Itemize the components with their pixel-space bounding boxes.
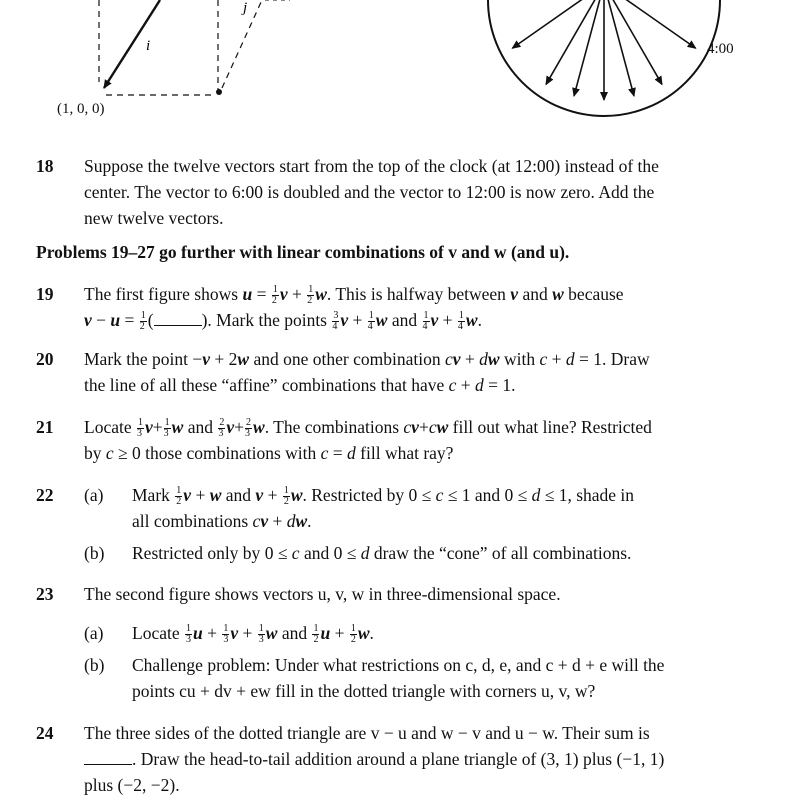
point-dot — [216, 89, 222, 95]
clock-vector-arrow — [604, 0, 662, 84]
problem-number: 24 — [36, 723, 54, 743]
problem-number: 23 — [36, 584, 54, 604]
problem-text: The second figure shows vectors u, v, w in three-dimensional space. — [84, 584, 561, 604]
dashed-diagonal — [222, 0, 262, 88]
problem-text: The three sides of the dotted triangle are v − u and w − v and u − w. Their sum is . Draw the head-to-tail addition around a plane triangle of (3, 1) plus (−1, 1) plus (−2, −2). — [84, 723, 665, 795]
problem-text: Locate $\frac{1}{3}$ v+ $\frac{1}{3}$ w and $\frac{2}{3}$ v+ $\frac{2}{3}$ w. The combinations cv+cw fill out what line? Restricted by c ≥ 0 those combinations with c = d fill what ray? — [84, 417, 652, 463]
vector-i-arrow — [104, 0, 160, 88]
problem-number: 21 — [36, 417, 54, 437]
blank-field[interactable] — [154, 308, 202, 327]
clock-vector-arrow — [574, 0, 604, 96]
problem-number: 22 — [36, 485, 54, 505]
clock-diagram — [488, 0, 720, 116]
problem-number: 20 — [36, 349, 54, 369]
problem-text: The first figure shows u = $\frac{1}{2}$ v + $\frac{1}{2}$ w. This is halfway between v and w because v − u = $\frac{1}{2}$ ( ). Mark the points $\frac{3}{4}$ v + $\frac{1}{4}$ w and $\frac{1}{4}$ v + $\frac{1}{4}$ w. — [84, 284, 624, 333]
problem-text: Mark the point −v + 2w and one other combination cv + dw with c + d = 1. Draw the line of all these “affine” combinations that have c + d = 1. — [84, 349, 650, 395]
problem-text: Suppose the twelve vectors start from the top of the clock (at 12:00) instead of the center. The vector to 6:00 is doubled and the vector to 12:00 is now zero. Add the new twelve vectors. — [84, 156, 659, 228]
figures-svg — [0, 0, 800, 140]
problem-number: 18 — [36, 156, 54, 176]
problem-number: 19 — [36, 284, 54, 304]
section-heading: Problems 19–27 go further with linear combinations of v and w (and u). — [36, 242, 570, 262]
label-i: i — [146, 38, 151, 54]
label-j: j — [243, 0, 248, 16]
clock-vector-arrow — [546, 0, 604, 84]
blank-field[interactable] — [84, 747, 132, 766]
figure-area — [0, 0, 800, 140]
vector-diagram — [99, 0, 290, 95]
origin-label: (1, 0, 0) — [57, 101, 105, 117]
clock-label: 4:00 — [707, 41, 734, 57]
clock-vector-arrow — [604, 0, 634, 96]
